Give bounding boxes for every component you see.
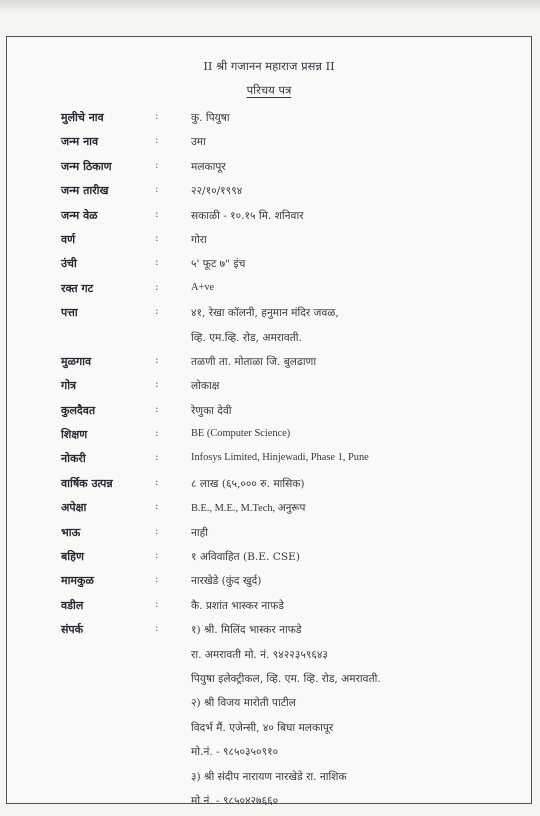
- biodata-row-continuation: [7, 691, 531, 715]
- biodata-row: [7, 130, 531, 154]
- biodata-row-continuation: [7, 789, 531, 813]
- row-value: ८ लाख (६५,००० रु. मासिक): [191, 477, 305, 490]
- row-value: ५' फूट ७" इंच: [191, 258, 246, 271]
- row-label: वार्षिक उत्पन्न: [61, 476, 113, 490]
- row-value: तळणी ता. मोताळा जि. बुलढाणा: [191, 355, 317, 368]
- biodata-rows: [7, 106, 531, 813]
- row-colon: :: [155, 524, 159, 537]
- row-label: बहिण: [61, 550, 84, 564]
- row-label: भाऊ: [61, 525, 81, 539]
- row-label: गोत्र: [61, 379, 77, 393]
- row-value: रा. अमरावती मो. नं. ९४२२३५९६४३: [191, 648, 328, 661]
- row-colon: :: [155, 451, 159, 464]
- row-value: २२/१०/१९९४: [191, 185, 243, 198]
- row-label: मुलीचे नाव: [61, 111, 104, 124]
- row-colon: :: [155, 500, 159, 513]
- row-colon: :: [155, 305, 159, 318]
- row-colon: :: [155, 573, 159, 586]
- row-colon: :: [155, 402, 159, 415]
- row-label: नोकरी: [61, 452, 86, 466]
- row-colon: :: [155, 110, 159, 122]
- row-colon: :: [155, 158, 159, 171]
- row-colon: :: [155, 378, 159, 391]
- row-value: मलकापूर: [191, 160, 226, 173]
- row-label: रक्त गट: [61, 281, 94, 295]
- biodata-row: [7, 106, 531, 130]
- row-label: पत्ता: [61, 306, 78, 320]
- biodata-row-continuation: [7, 643, 531, 667]
- row-colon: :: [155, 427, 159, 440]
- row-label: वडील: [61, 598, 84, 612]
- row-colon: :: [155, 207, 159, 220]
- row-value: रेणुका देवी: [191, 404, 232, 417]
- page-top-edge: [0, 0, 540, 16]
- row-value: गोरा: [191, 233, 207, 246]
- row-colon: :: [155, 231, 159, 244]
- row-value: उमा: [191, 136, 206, 149]
- row-value: B.E., M.E., M.Tech, अनुरूप: [191, 503, 306, 515]
- row-label: वर्ण: [61, 232, 76, 246]
- row-colon: :: [155, 280, 159, 293]
- biodata-row: [7, 350, 531, 374]
- row-value: व्हि. एम.व्हि. रोड, अमरावती.: [191, 331, 302, 344]
- row-colon: :: [155, 134, 159, 147]
- row-value: १ अविवाहित (B.E. CSE): [191, 551, 300, 564]
- biodata-row-continuation: [7, 740, 531, 764]
- row-value: BE (Computer Science): [191, 428, 291, 440]
- biodata-row: [7, 423, 531, 447]
- biodata-frame: [6, 36, 532, 807]
- row-value: ३) श्री संदीप नारायण नारखेडे रा. नाशिक: [191, 770, 347, 783]
- row-label: जन्म नाव: [61, 135, 99, 149]
- row-value: विदर्भ मैं. एजेन्सी, ४० बिघा मलकापूर: [191, 721, 334, 734]
- biodata-row: [7, 521, 531, 545]
- row-label: जन्म वेळ: [61, 208, 98, 222]
- biodata-row: [7, 277, 531, 301]
- biodata-row: [7, 179, 531, 203]
- row-value: पियुषा इलेक्ट्रीकल, व्हि. एम. व्हि. रोड, अमरावती.: [191, 672, 381, 685]
- row-colon: :: [155, 549, 159, 562]
- row-colon: :: [155, 475, 159, 488]
- row-label: मामकुळ: [61, 574, 94, 588]
- biodata-row: [7, 399, 531, 423]
- biodata-row: [7, 472, 531, 496]
- row-colon: :: [155, 622, 159, 635]
- row-label: जन्म तारीख: [61, 184, 109, 198]
- row-value: २) श्री विजय मारोती पाटील: [191, 697, 296, 710]
- row-colon: :: [155, 256, 159, 269]
- row-value: कु. पियुषा: [191, 112, 230, 124]
- invocation-heading: II श्री गजानन महाराज प्रसन्न II: [203, 59, 335, 73]
- row-label: मुळगाव: [61, 354, 92, 368]
- row-value: मो.नं. - ९८५०३५०९१०: [191, 746, 279, 759]
- biodata-row: [7, 155, 531, 179]
- row-label: संपर्क: [61, 623, 84, 637]
- biodata-row: [7, 252, 531, 276]
- biodata-row-continuation: [7, 765, 531, 789]
- row-value: सकाळी - १०.१५ मि. शनिवार: [191, 209, 304, 222]
- biodata-row: [7, 374, 531, 398]
- row-label: जन्म ठिकाण: [61, 159, 112, 173]
- row-label: अपेक्षा: [61, 501, 87, 515]
- biodata-row-continuation: [7, 326, 531, 350]
- biodata-row: [7, 618, 531, 642]
- biodata-row: [7, 569, 531, 593]
- biodata-row-continuation: [7, 667, 531, 691]
- row-value: कै. प्रशांत भास्कर नाफडे: [191, 599, 284, 612]
- row-colon: :: [155, 183, 159, 196]
- row-value: नारखेडे (कुंद खुर्द): [191, 575, 262, 588]
- row-colon: :: [155, 597, 159, 610]
- row-value: मो.नं. - ९८५०४२७६६०: [191, 794, 279, 807]
- row-label: उंची: [61, 257, 77, 271]
- row-label: शिक्षण: [61, 428, 88, 442]
- biodata-row: [7, 594, 531, 618]
- row-label: कुलदैवत: [61, 403, 96, 417]
- document-title: परिचय पत्र: [246, 83, 292, 97]
- biodata-row: [7, 447, 531, 471]
- row-value: लोकाक्ष: [191, 380, 220, 393]
- row-value: नाही: [191, 526, 208, 539]
- row-colon: :: [155, 353, 159, 366]
- biodata-row: [7, 301, 531, 325]
- row-value: A+ve: [191, 281, 215, 293]
- row-value: Infosys Limited, Hinjewadi, Phase 1, Pune: [191, 452, 369, 464]
- biodata-row: [7, 204, 531, 228]
- biodata-row: [7, 545, 531, 569]
- row-value: ४१, रेखा कॉलनी, हनुमान मंदिर जवळ,: [191, 307, 339, 320]
- biodata-row: [7, 496, 531, 520]
- row-value: १) श्री. मिलिंद भास्कर नाफडे: [191, 624, 302, 637]
- biodata-row-continuation: [7, 716, 531, 740]
- biodata-row: [7, 228, 531, 252]
